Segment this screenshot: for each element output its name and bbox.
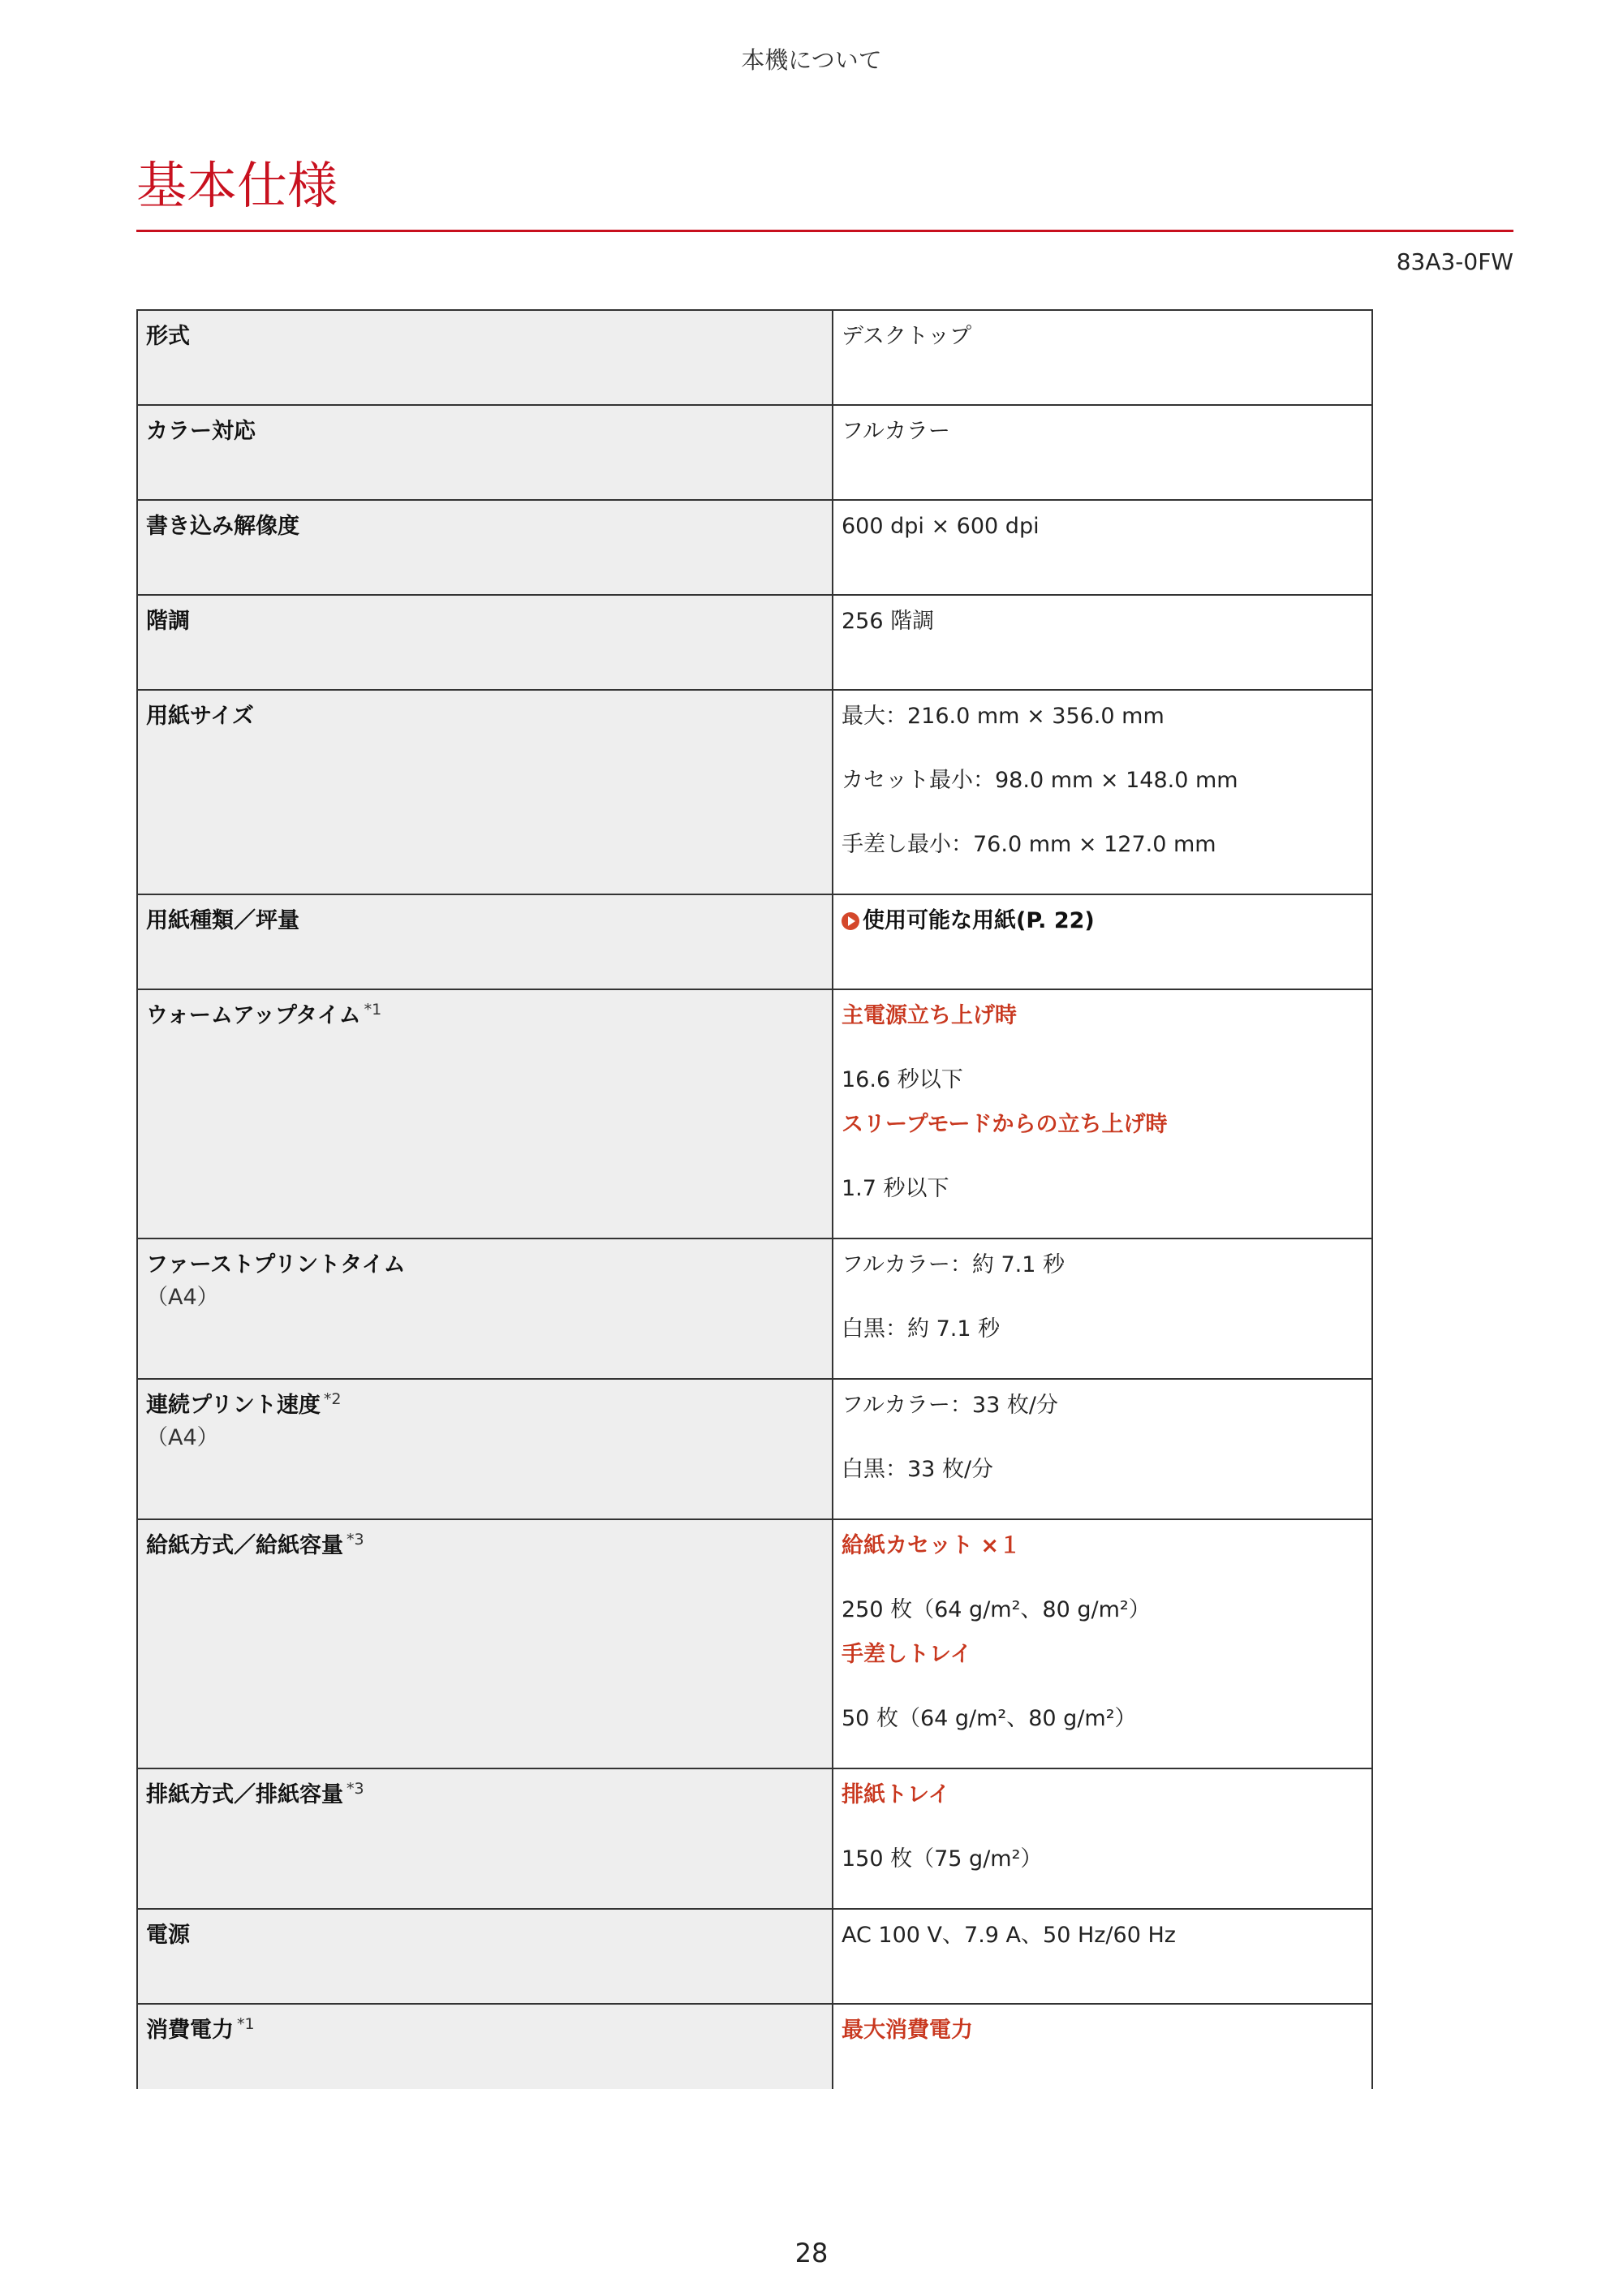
- spec-label: ファーストプリントタイム: [146, 1252, 406, 1277]
- spec-label-cell: [137, 1909, 833, 2004]
- title-underline: [136, 230, 1513, 232]
- spec-label-cell: [137, 2004, 833, 2089]
- spec-sub-label: （A4）: [146, 1425, 219, 1450]
- spec-value: フルカラー: [842, 419, 950, 444]
- spec-label: 用紙サイズ: [146, 704, 254, 729]
- spec-label-cell: [137, 1238, 833, 1379]
- spec-value-cell: [833, 405, 1372, 500]
- footnote-ref: *3: [347, 1780, 364, 1798]
- table-row: [137, 405, 1372, 500]
- table-row: [137, 989, 1372, 1238]
- table-row: [137, 1379, 1372, 1519]
- spec-group-heading: 給紙カセット ×１: [842, 1533, 1022, 1558]
- table-row: [137, 2004, 1372, 2089]
- spec-label: 書き込み解像度: [146, 514, 299, 539]
- spec-label: ウォームアップタイム: [146, 1003, 361, 1028]
- table-row: [137, 894, 1372, 989]
- spec-label: 消費電力: [146, 2018, 234, 2043]
- spec-table: [136, 309, 1373, 2089]
- spec-value: 白黒：約 7.1 秒: [842, 1316, 1001, 1342]
- spec-value-cell: [833, 1909, 1372, 2004]
- paper-link[interactable]: 使用可能な用紙(P. 22): [863, 908, 1095, 933]
- spec-group-heading: 手差しトレイ: [842, 1642, 972, 1667]
- table-row: [137, 595, 1372, 690]
- spec-value: 250 枚（64 g/m²、80 g/m²）: [842, 1597, 1151, 1622]
- spec-value: 150 枚（75 g/m²）: [842, 1846, 1043, 1872]
- spec-value: カセット最小：98.0 mm × 148.0 mm: [842, 768, 1238, 793]
- table-row: [137, 1909, 1372, 2004]
- spec-group-heading: スリープモードからの立ち上げ時: [842, 1112, 1168, 1137]
- spec-value-cell: [833, 500, 1372, 595]
- spec-label: 用紙種類／坪量: [146, 908, 299, 933]
- spec-group-heading: 排紙トレイ: [842, 1782, 950, 1807]
- spec-value-cell: [833, 310, 1372, 405]
- table-row: [137, 310, 1372, 405]
- spec-value-cell: [833, 595, 1372, 690]
- spec-value: フルカラー：33 枚/分: [842, 1393, 1058, 1418]
- spec-value: 手差し最小：76.0 mm × 127.0 mm: [842, 832, 1216, 857]
- spec-label: 給紙方式／給紙容量: [146, 1533, 343, 1558]
- footnote-ref: *1: [237, 2015, 255, 2033]
- spec-value-cell: [833, 894, 1372, 989]
- spec-value: 16.6 秒以下: [842, 1067, 963, 1092]
- spec-value-cell: [833, 1768, 1372, 1909]
- spec-value: デスクトップ: [842, 324, 972, 349]
- footnote-ref: *1: [364, 1001, 382, 1019]
- spec-value-cell: [833, 1519, 1372, 1768]
- footnote-ref: *2: [323, 1390, 342, 1408]
- spec-value: 600 dpi × 600 dpi: [842, 514, 1040, 539]
- spec-label-cell: [137, 690, 833, 894]
- spec-value-cell: [833, 1238, 1372, 1379]
- table-row: [137, 1519, 1372, 1768]
- spec-label-cell: [137, 1519, 833, 1768]
- table-row: [137, 1768, 1372, 1909]
- spec-label: 連続プリント速度: [146, 1393, 321, 1418]
- spec-label: 電源: [146, 1923, 190, 1948]
- table-row: [137, 500, 1372, 595]
- spec-label-cell: [137, 405, 833, 500]
- spec-label: カラー対応: [146, 419, 256, 444]
- spec-label-cell: [137, 1768, 833, 1909]
- table-row: [137, 690, 1372, 894]
- page-number: 28: [794, 2238, 829, 2268]
- spec-value-cell: [833, 690, 1372, 894]
- spec-label-cell: [137, 989, 833, 1238]
- spec-value: 1.7 秒以下: [842, 1176, 949, 1201]
- spec-sub-label: （A4）: [146, 1285, 219, 1310]
- spec-label-cell: [137, 595, 833, 690]
- spec-label-cell: [137, 310, 833, 405]
- spec-label-cell: [137, 894, 833, 989]
- spec-label-cell: [137, 1379, 833, 1519]
- spec-group-heading: 最大消費電力: [842, 2018, 973, 2043]
- table-row: [137, 1238, 1372, 1379]
- spec-value-cell: [833, 1379, 1372, 1519]
- spec-value: 256 階調: [842, 609, 935, 634]
- footnote-ref: *3: [347, 1531, 364, 1549]
- link-arrow-icon: [842, 912, 859, 930]
- spec-value-cell: [833, 2004, 1372, 2089]
- spec-value-cell: [833, 989, 1372, 1238]
- document-id: 83A3-0FW: [1396, 248, 1513, 275]
- spec-value: 50 枚（64 g/m²、80 g/m²）: [842, 1706, 1137, 1731]
- spec-label-cell: [137, 500, 833, 595]
- spec-label: 階調: [146, 609, 190, 634]
- spec-label: 形式: [146, 324, 190, 349]
- spec-value: 最大：216.0 mm × 356.0 mm: [842, 704, 1165, 729]
- spec-label: 排紙方式／排紙容量: [146, 1782, 343, 1807]
- running-header: 本機について: [741, 46, 882, 74]
- spec-value: フルカラー：約 7.1 秒: [842, 1252, 1065, 1277]
- spec-value: AC 100 V、7.9 A、50 Hz/60 Hz: [842, 1923, 1176, 1948]
- spec-value: 白黒：33 枚/分: [842, 1457, 994, 1482]
- page-title: 基本仕様: [136, 156, 338, 215]
- spec-group-heading: 主電源立ち上げ時: [842, 1003, 1017, 1028]
